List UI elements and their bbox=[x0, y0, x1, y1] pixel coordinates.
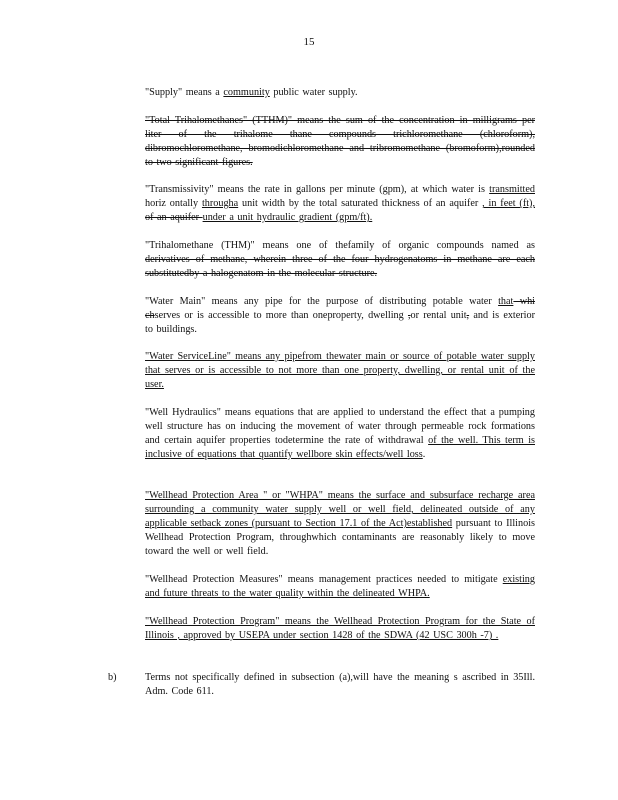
text-run: "Well Hydraulics" means equations that are applied to understand the effect that a pumping well structure has on inducing the movement of water through permeable rock formations and certain aquifer properties todetermine the rate of withdrawal bbox=[145, 407, 535, 446]
text-run: whi ch bbox=[145, 296, 536, 321]
text-run: serves or is accessible to more than oneproperty, dwelling bbox=[154, 310, 408, 321]
text-run: "Wellhead Protection Program" means the Wellhead Protection Program for the State of Illinois , approved by USEPA under section 1428 of the SDWA (42 USC 300h -7) . bbox=[145, 616, 535, 641]
text-run: public water supply. bbox=[269, 87, 358, 98]
text-run: "Wellhead Protection Area " or "WHPA" means the surface and subsurface recharge area surrounding a community water supply well or well field, delineated outside of any applicable setback zones (pursuant to Section 17.1 of the Act)established bbox=[145, 490, 535, 529]
definition-water-service-line bbox=[145, 350, 535, 392]
definition-wellhead-protection-area bbox=[145, 489, 535, 559]
definition-water-main bbox=[145, 295, 535, 337]
text-run: "Trihalomethane (THM)" means one of thefamily of organic compounds named as bbox=[145, 240, 535, 251]
item-b-marker: b) bbox=[108, 672, 117, 683]
definition-supply bbox=[145, 86, 535, 100]
text-run: community bbox=[223, 87, 270, 98]
text-run: derivatives of methane, wherein three of the four hydrogenatoms in methane are each substitutedby a halogenatom in the molecular structure. bbox=[145, 254, 535, 279]
text-run: transmitted bbox=[489, 184, 535, 195]
text-run: under a unit hydraulic gradient (gpm/ft). bbox=[202, 212, 373, 223]
text-run: "Water Main" means any pipe for the purpose of distributing potable water bbox=[145, 296, 499, 307]
text-run: or rental unit bbox=[410, 310, 467, 321]
definition-wellhead-protection-program bbox=[145, 615, 535, 643]
text-run: "Total Trihalomethanes" (TTHM)" means the sum of the concentration in milligrams per liter of the trihalome thane compounds trichloromethane (chloroform), dibromochloromethane, bromodichloromethane and tribromomethane (bromoform),rounded to two significant figures. bbox=[145, 115, 535, 168]
text-run: "Transmissivity" means the rate in gallons per minute (gpm), at which water is bbox=[145, 184, 490, 195]
item-b-text: Terms not specifically defined in subsection (a),will have the meaning s ascribed in 35Ill. Adm. Code 611. bbox=[145, 672, 535, 697]
text-run: and is exterior to buildings. bbox=[145, 310, 535, 335]
definition-transmissivity bbox=[145, 183, 535, 225]
text-run: of an aquifer bbox=[145, 212, 203, 223]
text-run: that bbox=[498, 296, 514, 307]
text-run: "Water ServiceLine" means any pipefrom thewater main or source of potable water supply that serves or is accessible to not more than one property, dwelling, or rental unit of the user. bbox=[145, 351, 535, 390]
text-run: , bbox=[466, 310, 470, 321]
text-run: "Wellhead Protection Measures" means management practices needed to mitigate bbox=[145, 574, 503, 585]
text-run: , in feet (ft), bbox=[482, 198, 535, 209]
definition-trihalomethane bbox=[145, 239, 535, 281]
text-run: horiz ontally bbox=[145, 198, 202, 209]
text-run: of the well. This term is inclusive of equations that quantify wellbore skin effects/well loss bbox=[145, 435, 535, 460]
text-run: "Supply" means a bbox=[145, 87, 224, 98]
definition-total-trihalomethanes bbox=[145, 114, 535, 170]
definition-wellhead-protection-measures bbox=[145, 573, 535, 601]
text-run: . bbox=[422, 449, 426, 460]
text-run: througha bbox=[201, 198, 239, 209]
text-run: unit width by the total saturated thickness of an aquifer bbox=[238, 198, 483, 209]
text-run: existing and future threats to the water quality within the delineated WHPA. bbox=[145, 574, 535, 599]
text-run: , bbox=[407, 310, 411, 321]
text-run: pursuant to Illinois Wellhead Protection Program, throughwhich contaminants are reasonably likely to move toward the well or well field. bbox=[145, 518, 535, 557]
page-number: 15 bbox=[303, 36, 315, 48]
definition-well-hydraulics bbox=[145, 406, 535, 462]
